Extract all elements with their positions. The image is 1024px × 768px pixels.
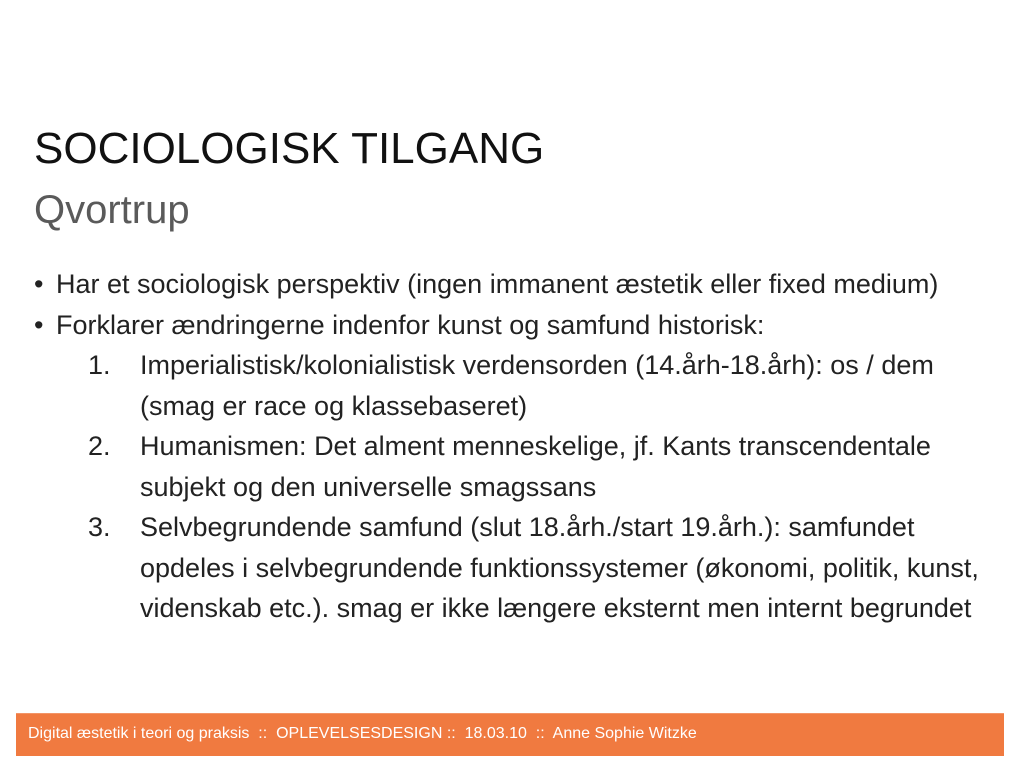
bullet-text: Har et sociologisk perspektiv (ingen immanent æstetik eller fixed medium) [56,269,939,299]
numbered-list [0,345,1024,629]
bullet-mark: • [34,269,44,299]
numbered-item [0,345,1010,426]
numbered-label: 1. [88,350,111,380]
slide-title: SOCIOLOGISK TILGANG [34,124,545,173]
numbered-item [0,507,1010,629]
bullet-item [0,264,976,305]
bullet-text: Forklarer ændringerne indenfor kunst og samfund historisk: [56,309,765,340]
numbered-label: 2. [88,431,111,461]
numbered-text: Selvbegrundende samfund (slut 18.årh./start 19.årh.): samfundet opdeles i selvbegrundende funktionssystemer (økonomi, politik, kunst, videnskab etc.). smag er ikke længere eksternt men internt begrundet [140,512,979,623]
bullet-item [0,305,976,346]
slide-subtitle: Qvortrup [34,188,190,232]
numbered-item [0,426,1010,507]
slide-body [0,264,1024,629]
footer-bar [16,713,1004,756]
footer-text: Digital æstetik i teori og praksis :: OPLEVELSESDESIGN :: 18.03.10 :: Anne Sophie Witzke [28,725,697,742]
numbered-text: Humanismen: Det alment menneskelige, jf. Kants transcendentale subjekt og den universelle smagssans [140,431,931,502]
numbered-label: 3. [88,512,111,542]
bullet-mark: • [34,309,44,340]
numbered-text: Imperialistisk/kolonialistisk verdensorden (14.årh-18.årh): os / dem (smag er race og klassebaseret) [140,350,934,421]
